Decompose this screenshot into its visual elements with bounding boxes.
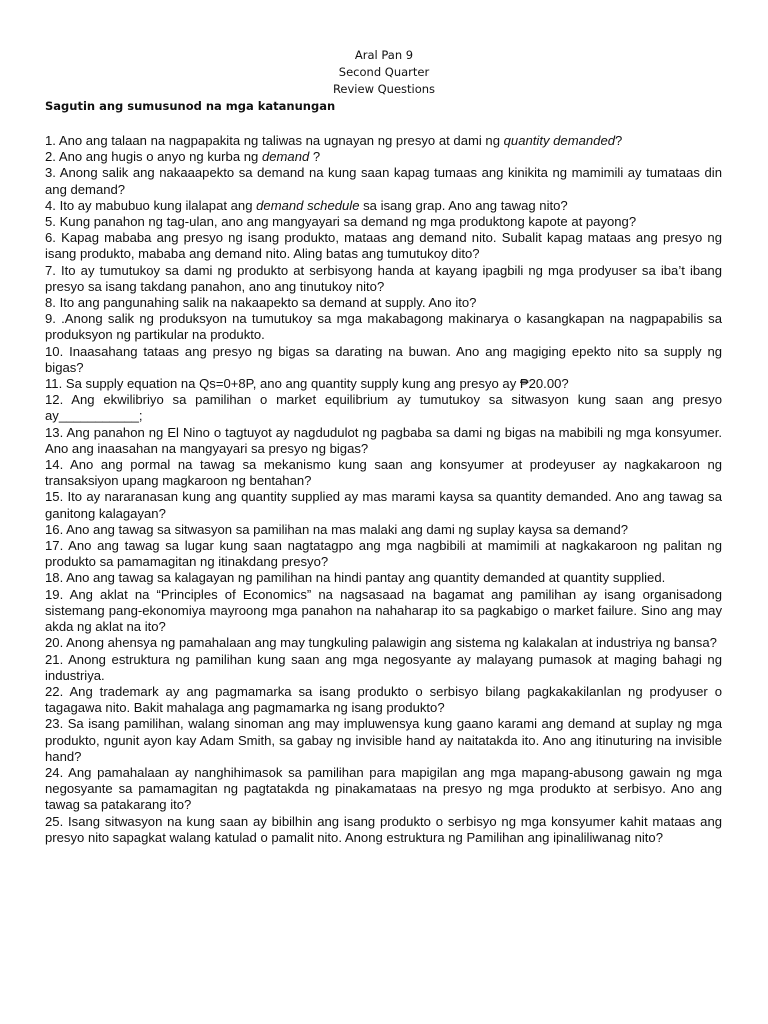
question-item [45, 635, 722, 651]
question-item [45, 522, 722, 538]
question-text: Ang panahon ng El Nino o tagtuyot ay nagdudulot ng pagbaba sa dami ng bigas na mabibili ng mga konsyumer. Ano ang inaasahan na mangyayari sa presyo ng bigas? [45, 424, 722, 456]
question-text-end: ? [309, 149, 321, 165]
question-number: 19. [45, 586, 64, 602]
question-text: Ano ang tawag sa kalagayan ng pamilihan na hindi pantay ang quantity demanded at quantity supplied. [66, 570, 666, 586]
question-item [45, 344, 722, 376]
question-text: Kapag mababa ang presyo ng isang produkto, mataas ang demand nito. Subalit kapag mataas ang presyo ng isang produkto, mababa ang demand nito. Aling batas ang tumutukoy dito? [45, 230, 722, 262]
question-number: 8. [45, 295, 56, 311]
question-item [45, 765, 722, 814]
question-item [45, 376, 722, 392]
question-number: 1. [45, 133, 56, 148]
question-number: 9. [45, 311, 56, 327]
question-number: 17. [45, 538, 64, 554]
quarter-title: Second Quarter [338, 65, 430, 79]
question-item [45, 133, 722, 149]
question-item [45, 149, 722, 165]
question-number: 15. [45, 489, 64, 505]
question-item [45, 570, 722, 586]
question-number: 23. [45, 716, 64, 732]
question-text: Ang pamahalaan ay nanghihimasok sa pamilihan para mapigilan ang mga mapang-abusong gawain ng mga negosyante sa pamamagitan ng pagtatakda ng pinakamataas na presyo ng mga produkto at serbisyo. Ano ang tawag sa patakarang ito? [45, 764, 722, 813]
question-list [45, 133, 722, 846]
question-text: .Anong salik ng produksyon na tumutukoy sa mga makabagong makinarya o kasangkapan na nagpapabilis sa produksyon ng partikular na produkto. [45, 311, 722, 343]
question-number: 21. [45, 651, 64, 667]
document-header [0, 47, 768, 98]
question-item [45, 295, 722, 311]
question-item [45, 489, 722, 521]
question-text: Ano ang talaan na nagpapakita ng taliwas na ugnayan ng presyo at dami ng [58, 133, 504, 148]
question-text: Ano ang tawag sa sitwasyon sa pamilihan na mas malaki ang dami ng suplay kaysa sa demand? [66, 521, 629, 537]
question-number: 6. [45, 230, 56, 246]
question-text: Ito ay mabubuo kung ilalapat ang [59, 197, 257, 213]
question-number: 25. [45, 813, 64, 829]
question-text: Ano ang tawag sa lugar kung saan nagtatagpo ang mga nagbibili at mamimili at nagkakaroon ng palitan ng produkto sa pamamagitan ng itinakdang presyo? [45, 538, 722, 570]
question-item [45, 716, 722, 765]
question-number: 24. [45, 764, 64, 780]
question-number: 10. [45, 343, 64, 359]
question-text: Sa supply equation na Qs=0+8P, ano ang quantity supply kung ang presyo ay ₱20.00? [65, 376, 569, 392]
question-text: Isang sitwasyon na kung saan ay bibilhin ang isang produkto o serbisyo ng mga konsyumer kahit mataas ang presyo nito sapagkat walang katulad o pamalit nito. Anong estruktura ng Pamilihan ang ipinaliliwanag nito? [45, 813, 723, 845]
question-item [45, 425, 722, 457]
question-number: 2. [45, 149, 56, 165]
question-number: 5. [45, 214, 56, 230]
question-text: Anong salik ang nakaaapekto sa demand na kung saan kapag tumaas ang kinikita ng mamimili ay tumataas din ang demand? [45, 165, 722, 197]
question-number: 4. [45, 197, 56, 213]
question-number: 22. [45, 683, 64, 699]
question-number: 12. [45, 392, 64, 408]
question-number: 11. [45, 376, 63, 392]
question-item [45, 230, 722, 262]
question-text: Ang ekwilibriyo sa pamilihan o market equilibrium ay tumutukoy sa sitwasyon kung saan ang presyo ay___________; [45, 392, 723, 424]
question-number: 16. [45, 521, 64, 537]
instruction-heading: Sagutin ang sumusunod na mga katanungan [45, 99, 336, 113]
question-text: Ano ang pormal na tawag sa mekanismo kung saan ang konsyumer at prodeyuser ay nagkakaroon ng transaksiyon upang magkaroon ng bentahan? [45, 457, 723, 489]
question-text: Ang aklat na “Principles of Economics” na nagsasaad na bagamat ang pamilihan ay isang organisadong sistemang pang-ekonomiya mayroong mga panahon na nahaharap ito sa pagkabigo o market failure. Sino ang may akda ng aklat na ito? [45, 586, 722, 635]
subject-title: Aral Pan 9 [354, 48, 414, 62]
question-item [45, 165, 722, 197]
question-item [45, 198, 722, 214]
question-emphasis: demand [261, 149, 310, 165]
question-item [45, 457, 722, 489]
question-item [45, 392, 722, 424]
question-text: Ang trademark ay ang pagmamarka sa isang produkto o serbisyo bilang pagkakakilanlan ng prodyuser o tagagawa nito. Bakit mahalaga ang pagmamarka ng isang produkto? [45, 683, 723, 716]
question-number: 13. [45, 424, 64, 440]
question-item [45, 587, 722, 636]
question-item [45, 311, 722, 343]
question-text: Anong estruktura ng pamilihan kung saan ang mga negosyante ay malayang pumasok at maging bahagi ng industriya. [45, 651, 722, 683]
question-text-end: ? [615, 133, 623, 148]
question-text: Ano ang hugis o anyo ng kurba ng [58, 149, 262, 165]
question-item [45, 263, 722, 295]
question-text: Inaasahang tataas ang presyo ng bigas sa darating na buwan. Ano ang magiging epekto nito sa supply ng bigas? [45, 343, 723, 375]
question-text: Ito ay tumutukoy sa dami ng produkto at serbisyong handa at kayang ipagbili ng mga prodyuser sa iba’t ibang presyo sa isang takdang panahon, ano ang tinutukoy nito? [45, 262, 722, 294]
question-number: 3. [45, 165, 56, 181]
question-item [45, 684, 722, 716]
question-number: 18. [45, 570, 64, 586]
question-item [45, 538, 722, 570]
question-number: 20. [45, 635, 64, 651]
question-text: Ito ay nararanasan kung ang quantity supplied ay mas marami kaysa sa quantity demanded. Ano ang tawag sa ganitong kalagayan? [45, 489, 723, 521]
question-item [45, 652, 722, 684]
question-emphasis: demand schedule [256, 197, 360, 213]
review-title: Review Questions [332, 82, 436, 96]
question-emphasis: quantity demanded [503, 133, 616, 148]
question-text: Sa isang pamilihan, walang sinoman ang may impluwensya kung gaano karami ang demand at suplay ng mga produkto, ngunit ayon kay Adam Smith, sa gabay ng invisible hand ay naitatakda ito. Ano ang itinuturing na invisible hand? [45, 716, 722, 764]
question-item [45, 814, 722, 846]
question-number: 14. [45, 457, 64, 473]
question-text: Kung panahon ng tag-ulan, ano ang mangyayari sa demand ng mga produktong kapote at payong? [59, 214, 637, 230]
question-number: 7. [45, 262, 56, 278]
question-text: Anong ahensya ng pamahalaan ang may tungkuling palawigin ang sistema ng kalakalan at industriya ng bansa? [66, 635, 717, 651]
question-item [45, 214, 722, 230]
question-text: Ito ang pangunahing salik na nakaapekto sa demand at supply. Ano ito? [59, 295, 477, 311]
question-text-end: sa isang grap. Ano ang tawag nito? [359, 197, 568, 213]
